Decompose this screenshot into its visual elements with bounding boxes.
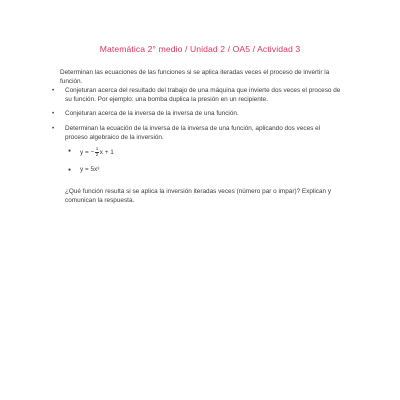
bullet-text: Conjeturan acerca del resultado del trabajo de una máquina que invierte dos veces el proceso de su función. Por ejemplo: una bomba duplica la presión en un recipiente.	[65, 87, 341, 103]
bullet-icon: ●	[68, 148, 72, 154]
bullet-icon: ●	[68, 167, 72, 173]
fraction-denominator: 2	[95, 151, 99, 157]
bullet-icon: •	[52, 87, 55, 94]
question-paragraph: ¿Qué función resulta si se aplica la inversión iteradas veces (número par o impar)? Explican y comunican la respuesta.	[65, 188, 332, 204]
bullet-text: Conjeturan acerca de la inversa de la inversa de una función.	[65, 110, 239, 117]
equation-1-suffix: x + 1	[99, 148, 114, 156]
equation-1	[80, 147, 114, 157]
fraction	[95, 147, 99, 157]
bullet-text: Determinan la ecuación de la inversa de la inversa de una función, aplicando dos veces el proceso algebraico de la inversión.	[65, 125, 321, 141]
bullet-icon: •	[52, 125, 55, 132]
equation-1-prefix: y = −	[80, 148, 95, 156]
equation-2: y = 5x³	[80, 166, 100, 173]
bullet-icon: •	[52, 110, 55, 117]
intro-paragraph: Determinan las ecuaciones de las funciones si se aplica iteradas veces el proceso de invertir la función.	[60, 69, 330, 85]
fraction-numerator: 1	[95, 146, 99, 151]
document-title: Matemática 2° medio / Unidad 2 / OA5 / Actividad 3	[99, 44, 301, 54]
